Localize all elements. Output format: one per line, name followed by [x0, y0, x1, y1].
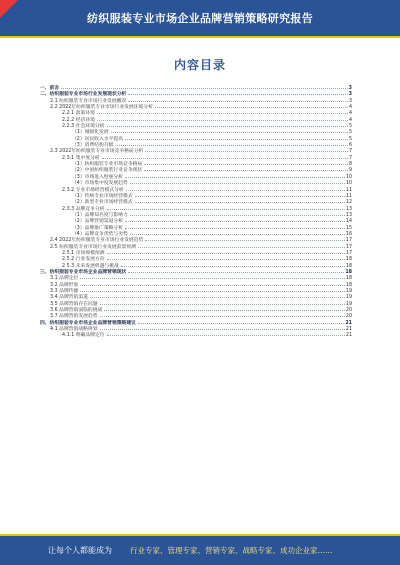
- toc-entry-page: 16: [345, 231, 352, 237]
- toc-entry-label: （1）纺织服装专业市场竞争格局: [72, 162, 143, 168]
- toc-entry-label: 2.2.2 经济环境: [62, 117, 95, 123]
- toc-leader-dots: [128, 101, 348, 102]
- toc-entry-page: 18: [345, 276, 352, 282]
- toc-entry-page: 13: [345, 212, 352, 218]
- toc-entry-page: 7: [348, 149, 352, 155]
- toc-entry-page: 11: [345, 187, 352, 193]
- toc-title: 内容目录: [173, 58, 226, 72]
- toc-entry-page: 12: [345, 200, 352, 206]
- toc-entry-label: 二、纺织服装专业市场行业发展现状分析: [40, 92, 127, 98]
- toc-leader-dots: [135, 196, 345, 197]
- toc-leader-dots: [128, 272, 344, 273]
- toc-entry-page: 18: [345, 263, 352, 269]
- toc-entry-label: 2.5.3 未来发展机遇与挑战: [62, 263, 119, 269]
- toc-entry-page: 10: [345, 174, 352, 180]
- toc-entry-label: （3）市场进入壁垒分析: [72, 174, 124, 180]
- toc-entry-page: 11: [345, 193, 352, 199]
- toc-leader-dots: [138, 247, 345, 248]
- toc-entry-label: 2.3.2 专业市场经营模式分析: [62, 187, 124, 193]
- toc-leader-dots: [145, 240, 345, 241]
- toc-entry-label: （3）品牌推广策略分析: [72, 225, 124, 231]
- toc-entry-page: 19: [345, 295, 352, 301]
- toc-leader-dots: [144, 164, 348, 165]
- toc-leader-dots: [125, 139, 348, 140]
- toc-leader-dots: [80, 278, 345, 279]
- toc-leader-dots: [138, 323, 344, 324]
- toc-leader-dots: [144, 170, 348, 171]
- toc-entry-page: 6: [348, 143, 352, 149]
- toc-leader-dots: [145, 151, 348, 152]
- toc-entry-page: 15: [345, 225, 352, 231]
- toc-entry-page: 21: [345, 327, 352, 333]
- toc-entry-page: 20: [345, 308, 352, 314]
- toc-leader-dots: [115, 145, 348, 146]
- toc-entry-page: 7: [348, 155, 352, 161]
- toc-leader-dots: [90, 297, 345, 298]
- toc-leader-dots: [107, 335, 345, 336]
- toc-entry-label: 3.4 品牌营销渠道: [50, 295, 88, 301]
- toc-entry-label: （1）传统专业市场经营模式: [72, 193, 133, 199]
- toc-leader-dots: [130, 234, 345, 235]
- toc-entry-page: 3: [348, 92, 352, 98]
- toc-entry-page: 5: [348, 130, 352, 136]
- page-footer: [0, 536, 400, 565]
- toc-entry-label: （1）城镇化发展: [72, 130, 109, 136]
- toc-leader-dots: [100, 316, 345, 317]
- toc-entry-label: 2.5.1 市场规模预测: [62, 250, 105, 256]
- toc-leader-dots: [126, 190, 345, 191]
- toc-leader-dots: [130, 183, 345, 184]
- toc-entry-label: 3.2 品牌形象: [50, 282, 79, 288]
- toc-entry-page: 18: [345, 269, 352, 275]
- toc-entry-page: 21: [345, 333, 352, 339]
- toc-entry-page: 18: [345, 257, 352, 263]
- toc-entry-page: 17: [345, 238, 352, 244]
- toc-entry-page: 17: [345, 244, 352, 250]
- toc-leader-dots: [121, 266, 345, 267]
- toc-entry-page: 9: [348, 168, 352, 174]
- toc-entry-label: 2.2.3 社会环境分析: [62, 124, 105, 130]
- toc-entry-label: 3.1 品牌定位: [50, 276, 79, 282]
- toc-entry-label: 3.7 品牌营销发展趋势: [50, 314, 98, 320]
- toc-leader-dots: [80, 285, 345, 286]
- toc-entry-label: 一、前言: [40, 86, 60, 91]
- toc-entry-label: （2）新型专业市场经营模式: [72, 200, 133, 206]
- toc-leader-dots: [125, 228, 345, 229]
- toc-entry-label: 2.5.2 行业发展方向: [62, 257, 105, 263]
- toc-entry-label: （2）中国纺织服装行业竞争现状: [72, 168, 143, 174]
- toc-leader-dots: [128, 94, 347, 95]
- toc-entry-label: （4）品牌竞争优势与劣势: [72, 231, 128, 237]
- toc-leader-dots: [97, 113, 348, 114]
- toc-entry-page: 13: [345, 206, 352, 212]
- toc-entry-label: 三、纺织服装专业市场企业品牌营销现状: [40, 269, 127, 275]
- toc-leader-dots: [130, 215, 345, 216]
- report-header: [0, 0, 400, 36]
- toc-entry-page: 3: [348, 98, 352, 104]
- toc-leader-dots: [107, 253, 345, 254]
- toc-entry-label: （3）消费结构升级: [72, 143, 114, 149]
- toc-entry-label: （2）品牌营销渠道分析: [72, 219, 124, 225]
- footer-slogan-right: 行业专家、管理专家、营销专家、战略专家、成功企业家……: [130, 546, 333, 555]
- toc-entry-label: 3.5 品牌营销存在问题: [50, 301, 98, 307]
- toc-leader-dots: [102, 158, 348, 159]
- toc-leader-dots: [125, 221, 345, 222]
- toc-leader-dots: [107, 126, 348, 127]
- toc-leader-dots: [125, 177, 345, 178]
- toc-entry-page: 5: [348, 136, 352, 142]
- toc-entry-label: （2）居民收入水平提高: [72, 136, 124, 142]
- toc-leader-dots: [61, 88, 347, 89]
- toc-entry-page: 19: [345, 289, 352, 294]
- toc-entry-page: 8: [348, 162, 352, 168]
- toc-entry-label: 2.2.1 政策环境: [62, 111, 95, 117]
- toc-entry-label: 2.4 2022年纺织服装专业市场行业发展趋势: [50, 238, 144, 244]
- toc-entry-page: 4: [348, 105, 352, 111]
- toc-entry-label: 2.2 2022年纺织服装专业市场行业发展环境分析: [50, 105, 153, 111]
- toc-leader-dots: [97, 120, 348, 121]
- toc-entry-label: （4）市场集中度发展趋势: [72, 181, 128, 187]
- toc-leader-dots: [107, 259, 345, 260]
- toc-entry-page: 5: [348, 124, 352, 130]
- header-divider: [0, 36, 400, 38]
- toc-leader-dots: [100, 304, 345, 305]
- toc-leader-dots: [135, 202, 345, 203]
- toc-entry[interactable]: [40, 333, 352, 339]
- toc-leader-dots: [80, 291, 345, 292]
- toc-leader-dots: [100, 329, 345, 330]
- toc-entry-label: （1）品牌知名度与影响力: [72, 212, 128, 218]
- footer-slogan-left: 让每个人都能成为: [48, 546, 112, 555]
- footer-stripe: [0, 534, 400, 536]
- toc-entry-page: 4: [348, 111, 352, 117]
- toc-entry-label: 4.1 品牌营销战略规划: [50, 327, 98, 333]
- toc-entry-label: 4.1.1 明确品牌定位: [62, 333, 105, 339]
- toc-entry-page: 20: [345, 314, 352, 320]
- toc-entry-page: 19: [345, 301, 352, 307]
- table-of-contents: [40, 86, 352, 340]
- toc-entry-label: 2.1 纺织服装专业市场行业发展概况: [50, 98, 127, 104]
- toc-entry-label: 3.3 品牌传播: [50, 289, 79, 294]
- toc-entry-label: 2.3 2022年纺织服装专业市场竞争格局分析: [50, 149, 144, 155]
- toc-entry-page: 21: [345, 320, 352, 326]
- toc-leader-dots: [111, 132, 348, 133]
- report-title: 纺织服装专业市场企业品牌营销策略研究报告: [87, 12, 313, 25]
- toc-entry-label: 3.6 品牌营销面临的挑战: [50, 308, 103, 314]
- toc-entry-label: 2.5 纺织服装专业市场行业发展前景预测: [50, 244, 136, 250]
- toc-entry-page: 18: [345, 282, 352, 288]
- toc-entry-page: 10: [345, 181, 352, 187]
- toc-leader-dots: [155, 107, 348, 108]
- toc-leader-dots: [104, 310, 345, 311]
- toc-entry-label: 2.3.1 集中度分析: [62, 155, 100, 161]
- toc-entry-page: 4: [348, 117, 352, 123]
- toc-entry-page: 17: [345, 250, 352, 256]
- toc-entry-page: 14: [345, 219, 352, 225]
- toc-entry-label: 四、纺织服装专业市场企业品牌营销策略建议: [40, 320, 136, 326]
- toc-leader-dots: [107, 209, 345, 210]
- toc-entry-page: 3: [348, 86, 352, 91]
- toc-entry-label: 2.3.3 品牌竞争分析: [62, 206, 105, 212]
